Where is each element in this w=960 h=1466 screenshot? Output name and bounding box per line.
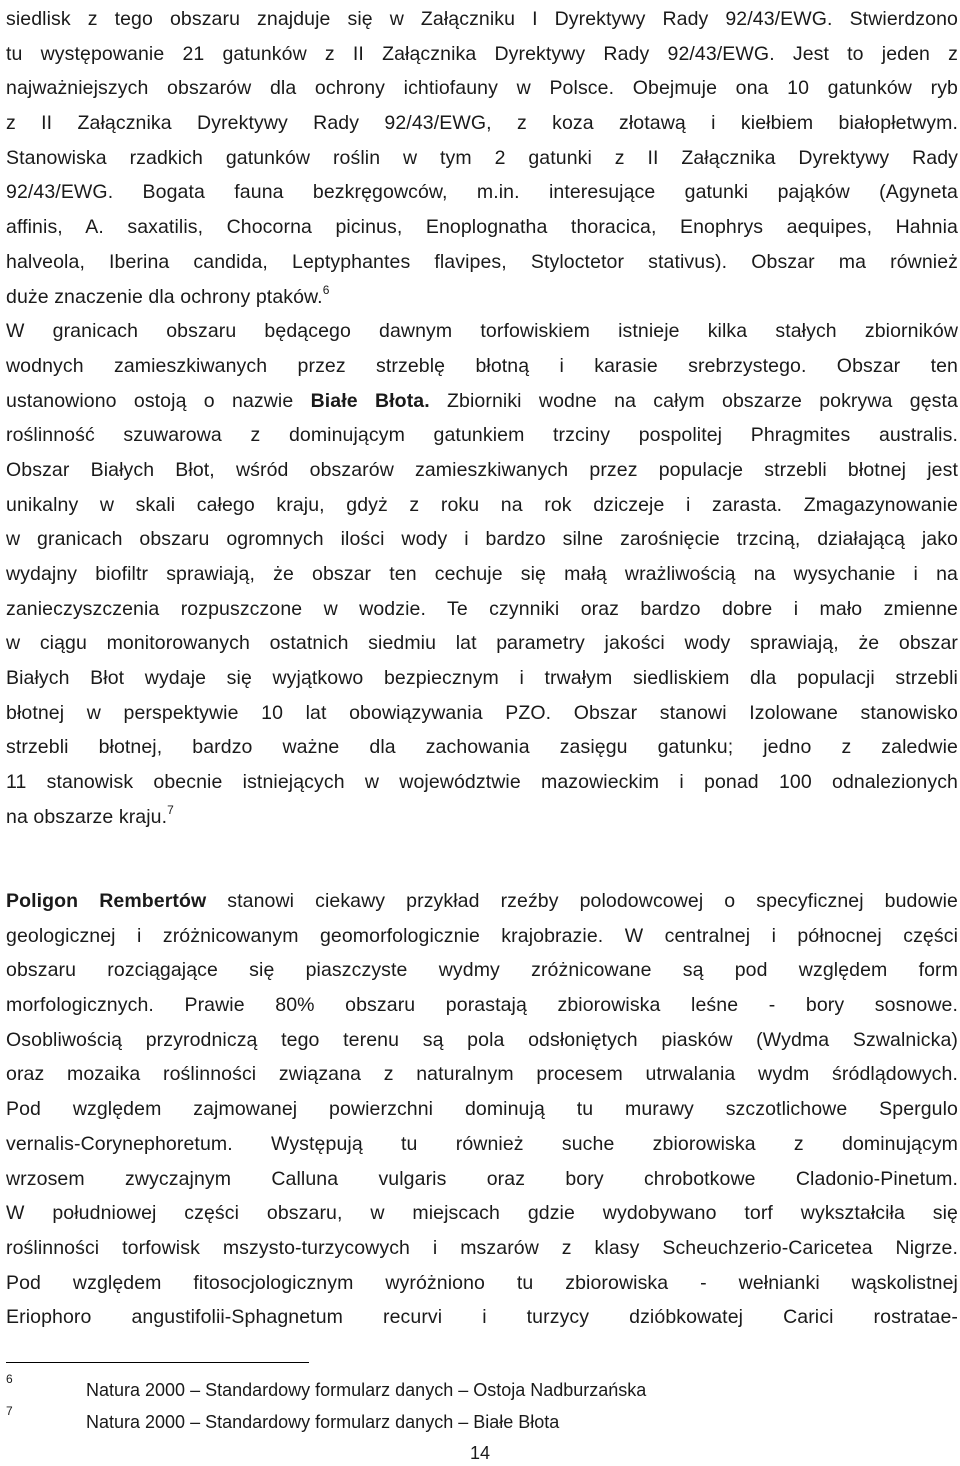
text-run: stanowi ciekawy przykład rzeźby polodowcowej o specyficznej budowie [206, 890, 958, 912]
text-line: z II Załącznika Dyrektywy Rady 92/43/EWG, z koza złotawą i kiełbiem białopłetwym. [6, 112, 958, 135]
text-line: wrzosem zwyczajnym Calluna vulgaris oraz bory chrobotkowe Cladonio-Pinetum. [6, 1167, 958, 1190]
text-line: Pod względem zajmowanej powierzchni dominują tu murawy szczotlichowe Spergulo [6, 1098, 958, 1121]
text-line [6, 800, 958, 835]
footnote-separator [6, 1362, 309, 1363]
text-line: w ciągu monitorowanych ostatnich siedmiu lat parametry jakości wody sprawiają, że obszar [6, 632, 958, 655]
footnote-text: Natura 2000 – Standardowy formularz danych – Ostoja Nadburzańska [86, 1380, 647, 1400]
text-line: W południowej części obszaru, w miejscach gdzie wydobywano torf wykształciła się [6, 1202, 958, 1225]
text-run: ustanowiono ostoją o nazwie [6, 389, 294, 412]
text-run: na obszarze kraju. [6, 805, 168, 828]
text-line: affinis, A. saxatilis, Chocorna picinus, Enoplognatha thoracica, Enophrys aequipes, Hahnia [6, 216, 958, 239]
text-line: geologicznej i zróżnicowanym geomorfologicznie krajobrazie. W centralnej i północnej części [6, 924, 958, 947]
text-line: najważniejszych obszarów dla ochrony ichtiofauny w Polsce. Obejmuje ona 10 gatunków ryb [6, 77, 958, 100]
text-line: oraz mozaika roślinności związana z naturalnym procesem utrwalania wydm śródlądowych. [6, 1063, 958, 1086]
footnote-number: 6 [6, 1372, 13, 1386]
text-line: zanieczyszczenia rozpuszczone w wodzie. Te czynniki oraz bardzo dobre i mało zmienne [6, 597, 958, 620]
text-line: Pod względem fitosocjologicznym wyróżniono tu zbiorowiska - wełnianki wąskolistnej [6, 1271, 958, 1294]
paragraph-biale-bloty [6, 2, 958, 835]
text-line: 11 stanowisk obecnie istniejących w województwie mazowieckim i ponad 100 odnalezionych [6, 771, 958, 794]
text-line: obszaru rozciągające się piaszczyste wydmy zróżnicowane są pod względem form [6, 959, 958, 982]
text-run: Zbiorniki wodne na całym obszarze pokrywa gęsta [429, 389, 958, 412]
text-line: w granicach obszaru ogromnych ilości wody i bardzo silne zarośnięcie trzciną, działającą jako [6, 528, 958, 551]
text-line: roślinność szuwarowa z dominującym gatunkiem trzciny pospolitej Phragmites australis. [6, 424, 958, 447]
paragraph-poligon-rembertow [6, 884, 958, 1335]
footnote-ref: 7 [167, 802, 174, 817]
text-line: siedlisk z tego obszaru znajduje się w Załączniku I Dyrektywy Rady 92/43/EWG. Stwierdzono [6, 8, 958, 30]
bold-term: Białe Błota. [310, 389, 430, 412]
page-number: 14 [469, 1443, 491, 1463]
text-line: Białych Błot wydaje się wyjątkowo bezpiecznym i trwałym siedliskiem dla populacji strzebli [6, 667, 958, 690]
text-line: halveola, Iberina candida, Leptyphantes flavipes, Styloctetor stativus). Obszar ma również [6, 250, 958, 273]
text-line [6, 280, 958, 315]
text-line: roślinności torfowisk mszysto-turzycowych i mszarów z klasy Scheuchzerio-Caricetea Nigrze. [6, 1236, 958, 1259]
footnote-number: 7 [6, 1404, 13, 1418]
text-line: unikalny w skali całego kraju, gdyż z roku na rok dziczeje i zarasta. Zmagazynowanie [6, 493, 958, 516]
text-line [6, 884, 958, 919]
text-run: duże znaczenie dla ochrony ptaków. [6, 285, 323, 308]
text-line: Stanowiska rzadkich gatunków roślin w tym 2 gatunki z II Załącznika Dyrektywy Rady [6, 146, 958, 169]
text-line: strzebli błotnej, bardzo ważne dla zachowania zasięgu gatunku; jedno z zaledwie [6, 736, 958, 759]
text-line: morfologicznych. Prawie 80% obszaru porastają zbiorowiska leśne - bory sosnowe. [6, 994, 958, 1017]
text-line: Eriophoro angustifolii-Sphagnetum recurvi i turzycy dzióbkowatej Carici rostratae- [6, 1306, 958, 1329]
footnote-text: Natura 2000 – Standardowy formularz danych – Białe Błota [86, 1412, 560, 1432]
text-line: vernalis-Corynephoretum. Występują tu również suche zbiorowiska z dominującym [6, 1132, 958, 1155]
text-line: tu występowanie 21 gatunków z II Załącznika Dyrektywy Rady 92/43/EWG. Jest to jeden z [6, 42, 958, 65]
text-line: Osobliwością przyrodniczą tego terenu są pola odsłoniętych piasków (Wydma Szwalnicka) [6, 1028, 958, 1051]
bold-term: Poligon Rembertów [6, 890, 207, 912]
text-line [6, 384, 958, 419]
text-line: błotnej w perspektywie 10 lat obowiązywania PZO. Obszar stanowi Izolowane stanowisko [6, 701, 958, 724]
text-line: wodnych zamieszkiwanych przez strzeblę błotną i karasie srebrzystego. Obszar ten [6, 354, 958, 377]
text-line: 92/43/EWG. Bogata fauna bezkręgowców, m.in. interesujące gatunki pająków (Agyneta [6, 181, 958, 204]
footnote-ref: 6 [322, 282, 330, 297]
text-line: Obszar Białych Błot, wśród obszarów zamieszkiwanych przez populacje strzebli błotnej jest [6, 458, 958, 481]
text-line: W granicach obszaru będącego dawnym torfowiskiem istnieje kilka stałych zbiorników [6, 320, 958, 343]
text-line: wydajny biofiltr sprawiają, że obszar ten cechuje się małą wrażliwością na wysychanie i na [6, 563, 958, 585]
